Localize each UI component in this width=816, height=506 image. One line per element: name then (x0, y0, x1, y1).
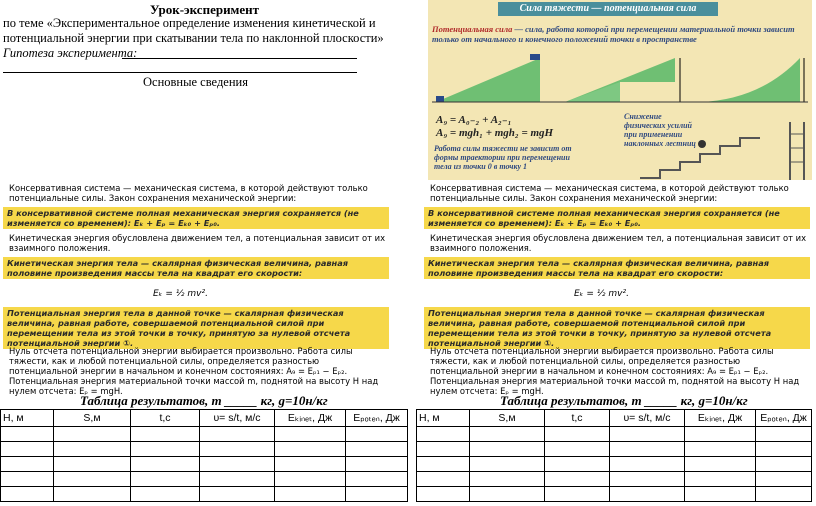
basics-heading: Основные сведения (143, 75, 248, 89)
col-velocity: υ= s/t, м/с (200, 410, 275, 427)
results-caption-right: Таблица результатов, m _____ кг, g=10н/кг (500, 393, 748, 408)
lesson-topic: по теме «Экспериментальное определение изменения кинетической и потенциальной энергии при скатывании тела по наклонной плоскости» (3, 16, 384, 45)
conservation-law-box: В консервативной системе полная механическая энергия сохраняется (не изменяется со временем): Eₖ + Eₚ = Eₖ₀ + Eₚ₀. (424, 207, 810, 229)
zero-reference-text: Нуль отсчета потенциальной энергии выбирается произвольно. Работа силы тяжести, как и любой потенциальной силы, определяется разностью потенциальной энергии в начальном и конечном состояниях: A₉ = Eₚ₁ − Eₚ₂. Потенциальная энергия материальной точки массой m, поднятой на высоту H над нулем отсчета: Eₚ = mgH. (430, 346, 800, 396)
poster-title: Сила тяжести — потенциальная сила (498, 2, 718, 16)
poster-definition-term: Потенциальная сила (432, 24, 513, 34)
zero-reference-text: Нуль отсчета потенциальной энергии выбирается произвольно. Работа силы тяжести, как и любой потенциальной силы, определяется разностью потенциальной энергии в начальном и конечном состояниях: A₉ = Eₚ₁ − Eₚ₂. Потенциальная энергия материальной точки массой m, поднятой на высоту H над нулем отсчета: Eₚ = mgH. (9, 346, 379, 396)
table-cell[interactable] (545, 487, 610, 502)
table-cell[interactable] (610, 442, 685, 457)
table-cell[interactable] (346, 472, 408, 487)
col-height: H, м (417, 410, 470, 427)
table-cell[interactable] (131, 457, 200, 472)
table-cell[interactable] (545, 457, 610, 472)
stairs-illustration (640, 122, 810, 180)
textbook-excerpt-right (424, 183, 814, 396)
table-cell[interactable] (1, 427, 54, 442)
table-cell[interactable] (470, 442, 545, 457)
kinetic-definition-box: Кинетическая энергия тела — скалярная физическая величина, равная половине произведения массы тела на квадрат его скорости: (424, 257, 810, 279)
table-cell[interactable] (131, 487, 200, 502)
poster-note: Работа силы тяжести не зависит от формы траектории при перемещении тела из точки 0 в точку 1 (434, 144, 572, 171)
table-cell[interactable] (275, 457, 346, 472)
conservation-law-box: В консервативной системе полная механическая энергия сохраняется (не изменяется со временем): Eₖ + Eₚ = Eₖ₀ + Eₚ₀. (3, 207, 389, 229)
block-bottom-1 (436, 96, 444, 102)
table-cell[interactable] (54, 427, 131, 442)
table-row (1, 457, 408, 472)
table-header-row (1, 410, 408, 427)
results-body-left (1, 427, 408, 502)
hypothesis-label: Гипотеза эксперимента: (3, 46, 138, 60)
col-time: t,с (131, 410, 200, 427)
textbook-intro: Консервативная система — механическая система, в которой действуют только потенциальные силы. Закон сохранения механической энергии: (430, 183, 789, 203)
kinetic-formula: Eₖ = ½ mv². (153, 289, 208, 299)
table-cell[interactable] (417, 442, 470, 457)
table-cell[interactable] (470, 472, 545, 487)
table-cell[interactable] (54, 457, 131, 472)
table-cell[interactable] (417, 472, 470, 487)
potential-definition-box: Потенциальная энергия тела в данной точке — скалярная физическая величина, равная работе, совершаемой потенциальной силой при перемещении тела из этой точки в точку, принятую за нулевой отсчета потенциальной энергии ①. (3, 307, 389, 349)
table-cell[interactable] (346, 487, 408, 502)
person-icon (698, 140, 706, 148)
gravity-poster (428, 0, 812, 180)
col-potential: Еₚₒₜₑₙ, Дж (346, 410, 408, 427)
table-cell[interactable] (545, 427, 610, 442)
table-row (417, 457, 812, 472)
table-cell[interactable] (346, 427, 408, 442)
table-row (417, 442, 812, 457)
table-row (1, 487, 408, 502)
table-cell[interactable] (1, 472, 54, 487)
results-table-right (416, 409, 812, 502)
table-cell[interactable] (275, 472, 346, 487)
table-row (417, 487, 812, 502)
table-cell[interactable] (756, 457, 812, 472)
table-cell[interactable] (685, 487, 756, 502)
table-row (1, 427, 408, 442)
kinetic-cause-text: Кинетическая энергия обусловлена движением тел, а потенциальная зависит от их взаимного положения. (430, 233, 807, 253)
table-cell[interactable] (470, 427, 545, 442)
table-cell[interactable] (200, 487, 275, 502)
kinetic-definition-box: Кинетическая энергия тела — скалярная физическая величина, равная половине произведения массы тела на квадрат его скорости: (3, 257, 389, 279)
table-cell[interactable] (610, 457, 685, 472)
textbook-intro: Консервативная система — механическая система, в которой действуют только потенциальные силы. Закон сохранения механической энергии: (9, 183, 368, 203)
divider-line (3, 72, 357, 73)
poster-definition (432, 24, 804, 44)
table-cell[interactable] (275, 487, 346, 502)
kinetic-formula: Eₖ = ½ mv². (574, 289, 629, 299)
table-cell[interactable] (131, 442, 200, 457)
ramp-1 (436, 58, 540, 102)
table-cell[interactable] (131, 427, 200, 442)
col-velocity: υ= s/t, м/с (610, 410, 685, 427)
ramp-3 (700, 58, 800, 102)
table-cell[interactable] (1, 442, 54, 457)
table-cell[interactable] (545, 442, 610, 457)
table-cell[interactable] (685, 427, 756, 442)
table-cell[interactable] (685, 472, 756, 487)
col-distance: S,м (54, 410, 131, 427)
ramps-figure (430, 52, 810, 110)
table-cell[interactable] (756, 487, 812, 502)
table-row (1, 472, 408, 487)
table-cell[interactable] (470, 457, 545, 472)
table-cell[interactable] (417, 427, 470, 442)
col-potential: Еₚₒₜₑₙ, Дж (756, 410, 812, 427)
table-cell[interactable] (1, 487, 54, 502)
table-header-row (417, 410, 812, 427)
table-cell[interactable] (200, 457, 275, 472)
table-cell[interactable] (470, 487, 545, 502)
col-distance: S,м (470, 410, 545, 427)
potential-definition-box: Потенциальная энергия тела в данной точке — скалярная физическая величина, равная работе, совершаемой потенциальной силой при перемещении тела из этой точки в точку, принятую за нулевой отсчета потенциальной энергии ①. (424, 307, 810, 349)
table-cell[interactable] (545, 472, 610, 487)
col-time: t,с (545, 410, 610, 427)
table-cell[interactable] (610, 472, 685, 487)
table-cell[interactable] (275, 427, 346, 442)
table-cell[interactable] (54, 472, 131, 487)
table-cell[interactable] (200, 427, 275, 442)
table-cell[interactable] (685, 457, 756, 472)
textbook-excerpt-left (3, 183, 393, 396)
table-cell[interactable] (200, 442, 275, 457)
col-height: H, м (1, 410, 54, 427)
table-cell[interactable] (756, 442, 812, 457)
table-row (1, 442, 408, 457)
results-caption-left: Таблица результатов, m _____ кг, g=10н/кг (80, 393, 328, 408)
table-row (417, 472, 812, 487)
results-table-left (0, 409, 408, 502)
table-cell[interactable] (756, 427, 812, 442)
poster-note-stairs: Снижение физических усилий при применении наклонных лестниц (624, 112, 696, 148)
table-cell[interactable] (417, 487, 470, 502)
col-kinetic: Еₖᵢₙₑₜ, Дж (685, 410, 756, 427)
table-cell[interactable] (346, 457, 408, 472)
table-cell[interactable] (54, 442, 131, 457)
table-cell[interactable] (131, 472, 200, 487)
table-cell[interactable] (200, 472, 275, 487)
table-cell[interactable] (54, 487, 131, 502)
col-kinetic: Еₖᵢₙₑₜ, Дж (275, 410, 346, 427)
results-body-right (417, 427, 812, 502)
table-cell[interactable] (346, 442, 408, 457)
table-cell[interactable] (756, 472, 812, 487)
table-cell[interactable] (275, 442, 346, 457)
table-cell[interactable] (610, 487, 685, 502)
kinetic-cause-text: Кинетическая энергия обусловлена движением тел, а потенциальная зависит от их взаимного положения. (9, 233, 386, 253)
poster-formula-2: A₉ = mgh₁ + mgh₂ = mgH (436, 127, 554, 139)
table-cell[interactable] (417, 457, 470, 472)
block-top-1 (530, 54, 540, 60)
table-cell[interactable] (610, 427, 685, 442)
table-cell[interactable] (1, 457, 54, 472)
table-row (417, 427, 812, 442)
poster-definition-text: — сила, работа которой при перемещении материальной точки зависит только от начального и конечного положений точки в пространстве (432, 24, 795, 44)
hypothesis-blank-line[interactable] (122, 58, 357, 59)
table-cell[interactable] (685, 442, 756, 457)
lesson-title: Урок-эксперимент (150, 2, 260, 17)
poster-formula-1: A₉ = A₀₋₂ + A₂₋₁ (436, 114, 512, 126)
